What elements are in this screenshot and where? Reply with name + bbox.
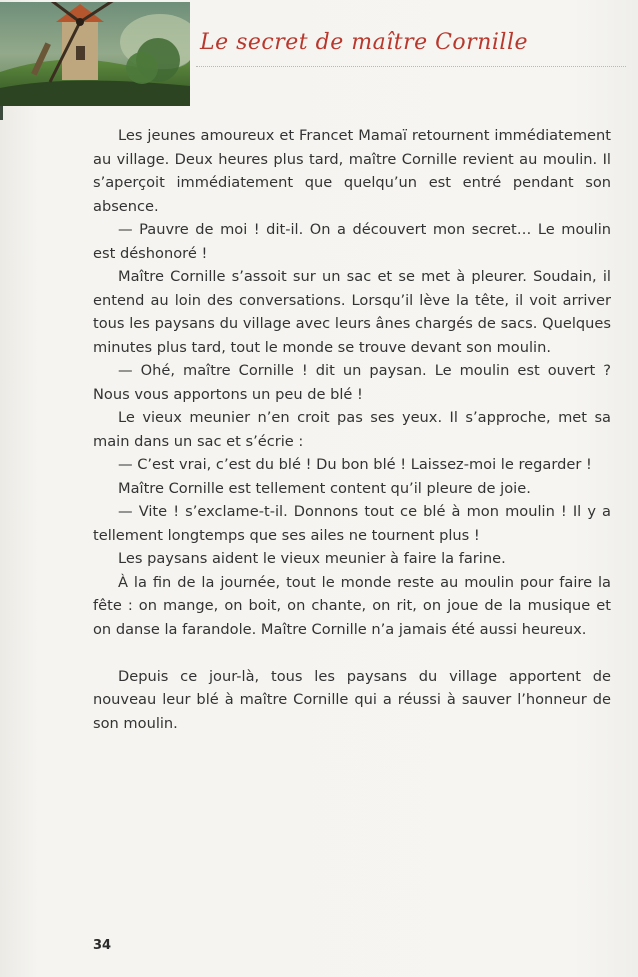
paragraph: Maître Cornille est tellement content qu’il pleure de joie. xyxy=(118,479,531,497)
paragraph: Maître Cornille s’assoit sur un sac et se met à pleurer. Soudain, il entend au loin des conversations. Lorsqu’il lève la tête, il voit arriver tous les paysans du village avec leurs ânes chargés de sacs. Quelques minutes plus tard, tout le monde se trouve devant son moulin. xyxy=(93,268,611,356)
chapter-title: Le secret de maître Cornille xyxy=(200,30,528,55)
paragraph: Les jeunes amoureux et Francet Mamaï retournent immédiatement au village. Deux heures plus tard, maître Cornille revient au moulin. Il s’aperçoit immédiatement que quelqu’un est entré pendant son absence. xyxy=(93,127,611,215)
left-margin-rule xyxy=(0,106,3,120)
story-text xyxy=(93,124,611,735)
paragraph: À la fin de la journée, tout le monde reste au moulin pour faire la fête : on mange, on boit, on chante, on rit, on joue de la musique et on danse la farandole. Maître Cornille n’a jamais été aussi heureux. xyxy=(93,573,611,638)
paragraph: Les paysans aident le vieux meunier à faire la farine. xyxy=(118,550,506,567)
paragraph: — Pauvre de moi ! dit-il. On a découvert mon secret… Le moulin est déshonoré ! xyxy=(93,221,611,262)
paragraph: Le vieux meunier n’en croit pas ses yeux. Il s’approche, met sa main dans un sac et s’écrie : xyxy=(93,409,611,450)
header-divider xyxy=(196,66,626,67)
windmill-illustration xyxy=(0,2,190,106)
page-number: 34 xyxy=(93,938,112,953)
paragraph: — Ohé, maître Cornille ! dit un paysan. Le moulin est ouvert ? Nous vous apportons un peu de blé ! xyxy=(93,362,611,403)
paragraph: — Vite ! s’exclame-t-il. Donnons tout ce blé à mon moulin ! Il y a tellement longtemps que ses ailes ne tournent plus ! xyxy=(93,503,611,544)
paragraph: Depuis ce jour-là, tous les paysans du village apportent de nouveau leur blé à maître Cornille qui a réussi à sauver l’honneur de son moulin. xyxy=(93,667,611,732)
paragraph: — C’est vrai, c’est du blé ! Du bon blé ! Laissez-moi le regarder ! xyxy=(118,456,592,473)
